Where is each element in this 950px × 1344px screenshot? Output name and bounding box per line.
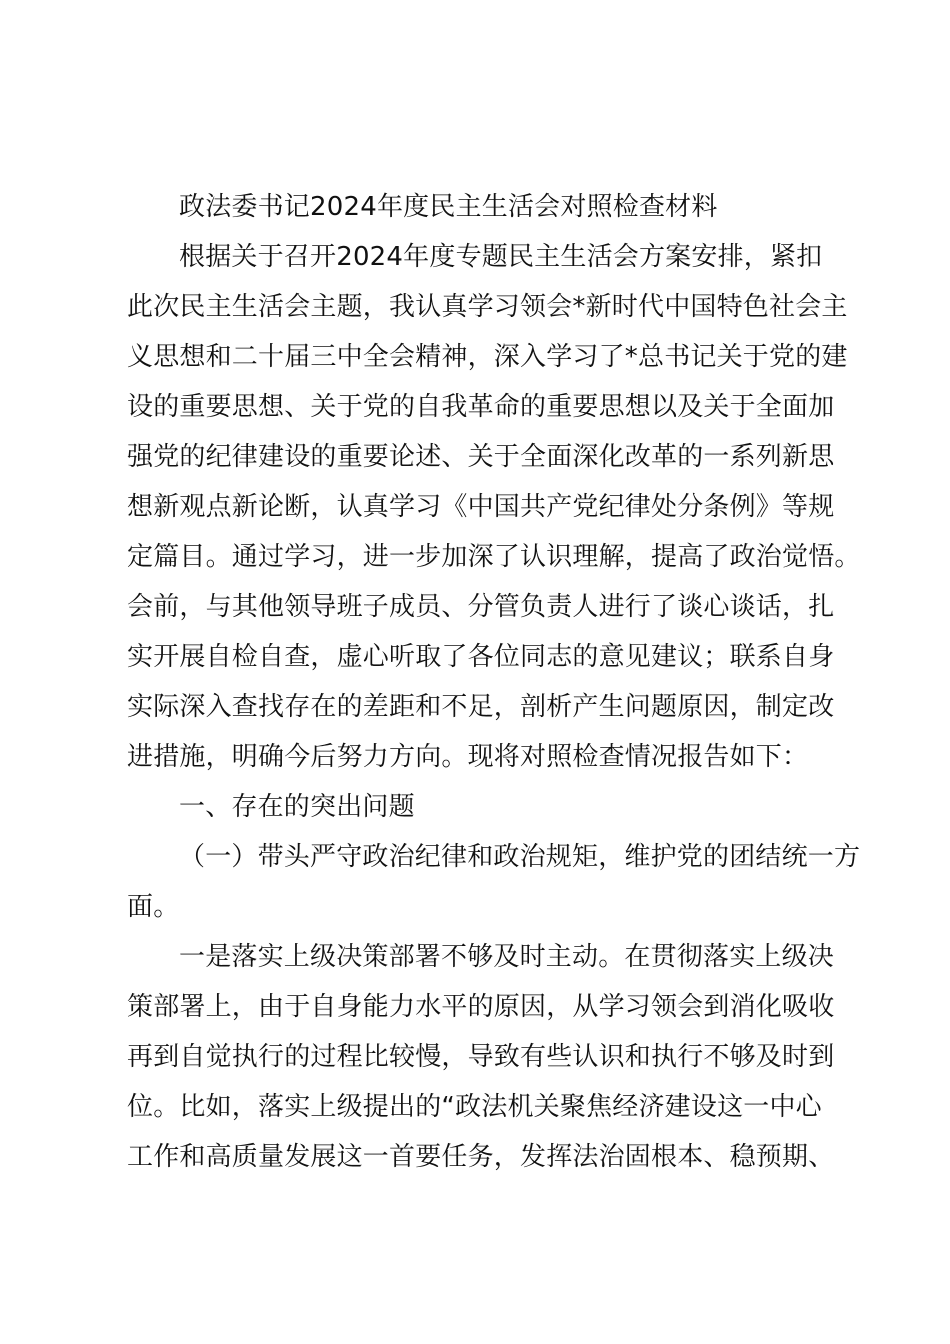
intro-line: 根据关于召开2024年度专题民主生活会方案安排，紧扣 [179, 242, 823, 272]
body-line: 位。比如，落实上级提出的“政法机关聚焦经济建设这一中心 [127, 1092, 822, 1122]
intro-line: 实际深入查找存在的差距和不足，剖析产生问题原因，制定改 [127, 692, 835, 722]
body-line: 一是落实上级决策部署不够及时主动。在贯彻落实上级决 [179, 942, 835, 972]
subsection-heading-line: 面。 [127, 892, 180, 922]
body-line: 再到自觉执行的过程比较慢，导致有些认识和执行不够及时到 [127, 1042, 835, 1072]
intro-line: 实开展自检自查，虚心听取了各位同志的意见建议；联系自身 [127, 642, 835, 672]
intro-line: 此次民主生活会主题，我认真学习领会*新时代中国特色社会主 [127, 292, 848, 322]
intro-line: 义思想和二十届三中全会精神，深入学习了*总书记关于党的建 [127, 342, 848, 372]
section-heading: 一、存在的突出问题 [179, 792, 415, 822]
intro-line: 想新观点新论断，认真学习《中国共产党纪律处分条例》等规 [127, 492, 835, 522]
intro-line: 会前，与其他领导班子成员、分管负责人进行了谈心谈话，扎 [127, 592, 835, 622]
intro-line: 强党的纪律建设的重要论述、关于全面深化改革的一系列新思 [127, 442, 835, 472]
subsection-heading-line: （一）带头严守政治纪律和政治规矩，维护党的团结统一方 [179, 842, 861, 872]
intro-line: 定篇目。通过学习，进一步加深了认识理解，提高了政治觉悟。 [127, 542, 861, 572]
intro-line: 进措施，明确今后努力方向。现将对照检查情况报告如下： [127, 742, 809, 772]
intro-line: 设的重要思想、关于党的自我革命的重要思想以及关于全面加 [127, 392, 835, 422]
body-line: 工作和高质量发展这一首要任务，发挥法治固根本、稳预期、 [127, 1142, 835, 1172]
document-title: 政法委书记2024年度民主生活会对照检查材料 [179, 192, 718, 222]
body-line: 策部署上，由于自身能力水平的原因，从学习领会到消化吸收 [127, 992, 835, 1022]
